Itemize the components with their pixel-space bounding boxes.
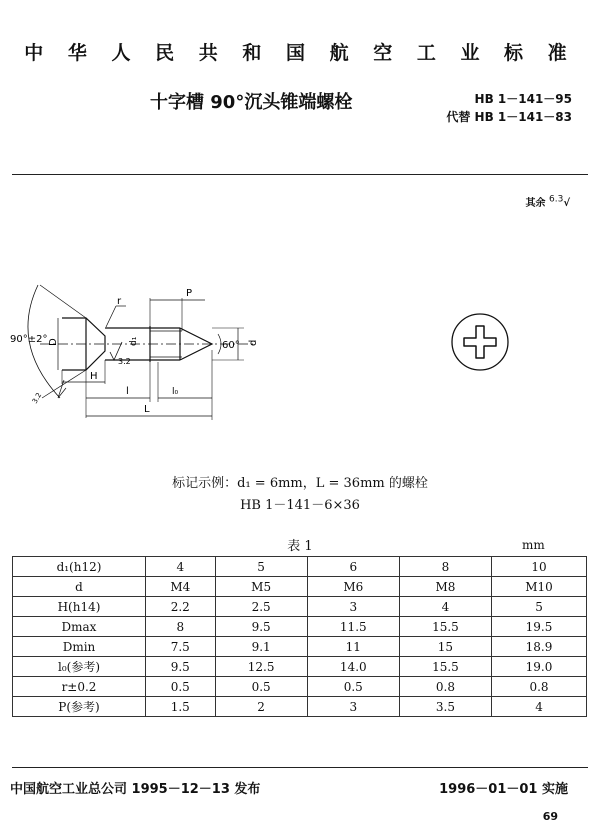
table-cell: 3 [307,697,399,717]
table-cell: 3.5 [399,697,491,717]
dim-l: l [126,386,129,397]
default-roughness-value: 6.3 [549,194,564,205]
table-cell: M6 [307,577,399,597]
table-cell: M4 [146,577,216,597]
table-cell: 2.2 [146,597,216,617]
document-title: 十字槽 90°沉头锥端螺栓 [150,92,353,113]
table-row [13,697,587,717]
table-row [13,677,587,697]
table-cell: 15.5 [399,617,491,637]
table-cell: 3 [307,597,399,617]
table-cell: 9.5 [215,617,307,637]
table-cell: M10 [492,577,587,597]
page-number: 69 [542,810,558,823]
row-label: d [13,577,146,597]
roughness-check-icon: √ [563,198,570,209]
row-label: r±0.2 [13,677,146,697]
table-cell: 0.5 [215,677,307,697]
effective-date: 1996－01－01 实施 [439,782,568,797]
dim-d: d [248,339,259,346]
dim-r: r [117,296,122,307]
table-cell: M5 [215,577,307,597]
header-divider [12,174,588,175]
table-cell: 4 [492,697,587,717]
table-row [13,637,587,657]
table-cell: 14.0 [307,657,399,677]
dimension-table [12,556,587,717]
row-label: d₁(h12) [13,557,146,577]
row-label: Dmax [13,617,146,637]
dim-d1: d₁ [129,336,139,346]
table-cell: 10 [492,557,587,577]
table-cell: 4 [146,557,216,577]
table-caption: 表 1 [287,539,313,554]
table-cell: 8 [146,617,216,637]
dim-H: H [90,371,98,382]
table-cell: 12.5 [215,657,307,677]
tip-angle-label: 60° [222,340,240,351]
table-row [13,557,587,577]
table-cell: 9.1 [215,637,307,657]
replaces-code: 代替 HB 1－141－83 [446,110,572,124]
table-cell: 19.5 [492,617,587,637]
table-cell: 4 [399,597,491,617]
issuing-standard-body: 中 华 人 民 共 和 国 航 空 工 业 标 准 [24,42,576,64]
row-label: H(h14) [13,597,146,617]
table-cell: 5 [492,597,587,617]
table-cell: 11 [307,637,399,657]
issue-date: 中国航空工业总公司 1995－12－13 发布 [10,782,261,797]
table-row [13,657,587,677]
footer-divider [12,767,588,768]
table-cell: 0.5 [146,677,216,697]
table-cell: 19.0 [492,657,587,677]
row-label: l₀(参考) [13,657,146,677]
table-cell: 9.5 [146,657,216,677]
table-cell: 0.8 [399,677,491,697]
standard-code-block [446,90,572,126]
row-label: P(参考) [13,697,146,717]
table-cell: 18.9 [492,637,587,657]
roughness-mark: 3.2 [118,357,131,366]
table-cell: 6 [307,557,399,577]
table-cell: 15.5 [399,657,491,677]
default-roughness [526,194,570,209]
table-row [13,617,587,637]
angle-label: 90°±2° [10,334,48,345]
dim-L: L [144,404,150,415]
table-cell: 5 [215,557,307,577]
table-cell: 0.8 [492,677,587,697]
table-cell: 0.5 [307,677,399,697]
table-cell: 2.5 [215,597,307,617]
default-roughness-label: 其余 [525,198,546,209]
row-label: Dmin [13,637,146,657]
table-cell: 15 [399,637,491,657]
table-row [13,577,587,597]
table-unit: mm [522,538,545,552]
bolt-drawing [0,280,600,430]
dim-P: P [186,288,193,299]
table-cell: 8 [399,557,491,577]
marking-example-code: HB 1－141－6×36 [240,498,360,513]
table-cell: 1.5 [146,697,216,717]
table-cell: 2 [215,697,307,717]
table-cell: M8 [399,577,491,597]
table-cell: 11.5 [307,617,399,637]
head-roughness-mark: 3.2 [30,391,44,405]
standard-code: HB 1－141－95 [474,92,572,106]
cross-recess-view [452,314,508,370]
dim-D: D [48,338,59,346]
table-row [13,597,587,617]
table-cell: 7.5 [146,637,216,657]
marking-example: 标记示例：d₁ = 6mm，L = 36mm 的螺栓 [172,476,428,491]
dim-l0: l₀ [172,387,179,397]
